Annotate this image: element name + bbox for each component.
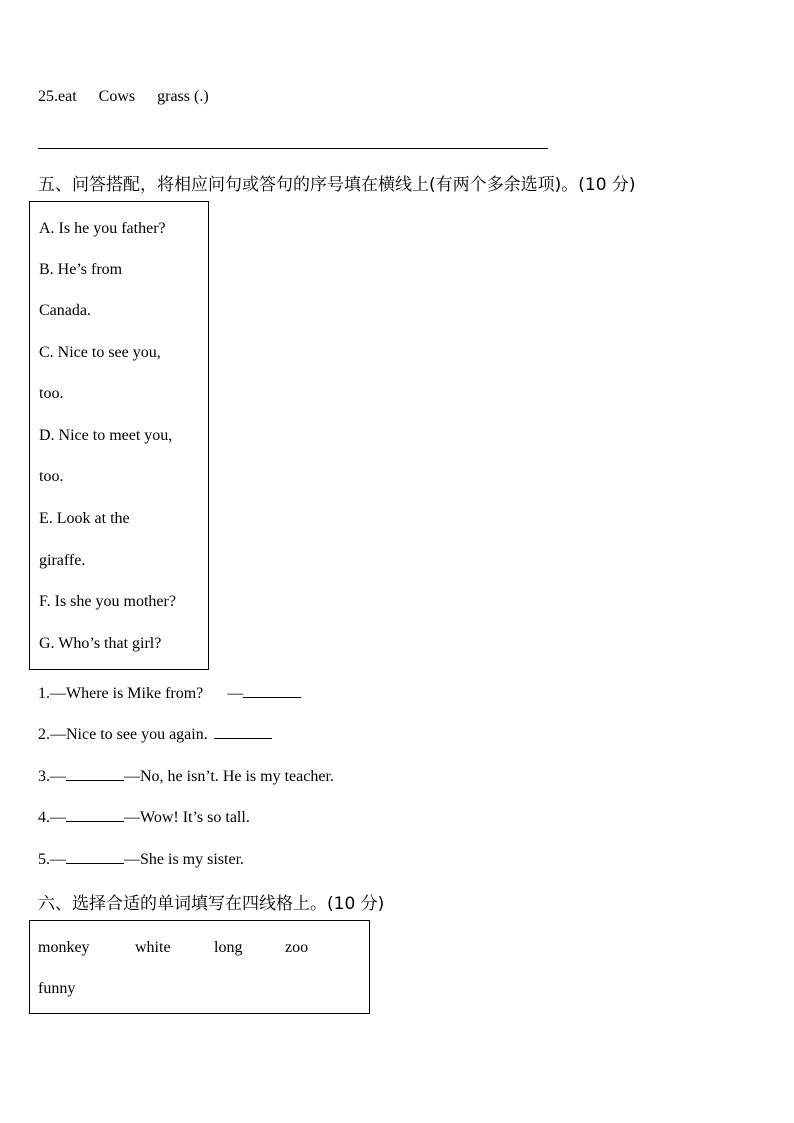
scrambled-word: eat [58, 88, 77, 105]
question-text: 2.—Nice to see you again. [38, 726, 208, 743]
options-box [29, 201, 209, 670]
scrambled-word: grass (.) [157, 88, 209, 105]
answer-blank[interactable] [66, 766, 124, 781]
option-d: D. Nice to meet you, [39, 427, 173, 444]
dash: — [227, 685, 244, 702]
question-text: 1.—Where is Mike from? [38, 685, 204, 702]
answer-blank[interactable] [66, 849, 124, 864]
match-question-5 [38, 849, 244, 869]
match-question-3 [38, 766, 334, 786]
answer-blank[interactable] [66, 807, 124, 822]
section-6-heading: 六、选择合适的单词填写在四线格上。(10 分) [38, 894, 385, 914]
answer-blank[interactable] [243, 683, 301, 698]
option-f: F. Is she you mother? [39, 593, 176, 610]
option-b-cont: Canada. [39, 302, 91, 319]
section-5-heading: 五、问答搭配，将相应问句或答句的序号填在横线上(有两个多余选项)。(10 分) [38, 175, 636, 195]
word-bank-box [29, 920, 370, 1014]
match-question-2 [38, 724, 272, 744]
question-text: 5.— [38, 851, 66, 868]
match-question-4 [38, 807, 250, 827]
question-number: 25. [38, 88, 58, 105]
word-bank-item: long [214, 939, 243, 956]
word-bank-item: zoo [285, 939, 309, 956]
word-bank-item: white [135, 939, 171, 956]
question-text: 4.— [38, 809, 66, 826]
question-text: 3.— [38, 768, 66, 785]
option-e-cont: giraffe. [39, 552, 86, 569]
option-d-cont: too. [39, 468, 64, 485]
response-text: —Wow! It’s so tall. [124, 809, 250, 826]
option-e: E. Look at the [39, 510, 130, 527]
answer-line[interactable] [38, 148, 548, 149]
option-c: C. Nice to see you, [39, 344, 161, 361]
response-text: —She is my sister. [124, 851, 245, 868]
option-b: B. He’s from [39, 261, 123, 278]
option-g: G. Who’s that girl? [39, 635, 162, 652]
match-question-1 [38, 683, 301, 703]
response-text: —No, he isn’t. He is my teacher. [124, 768, 334, 785]
word-bank-item: funny [38, 980, 76, 997]
scrambled-word: Cows [98, 88, 136, 105]
answer-blank[interactable] [214, 724, 272, 739]
question-25 [38, 88, 209, 106]
option-a: A. Is he you father? [39, 220, 166, 237]
option-c-cont: too. [39, 385, 64, 402]
word-bank-item: monkey [38, 939, 90, 956]
